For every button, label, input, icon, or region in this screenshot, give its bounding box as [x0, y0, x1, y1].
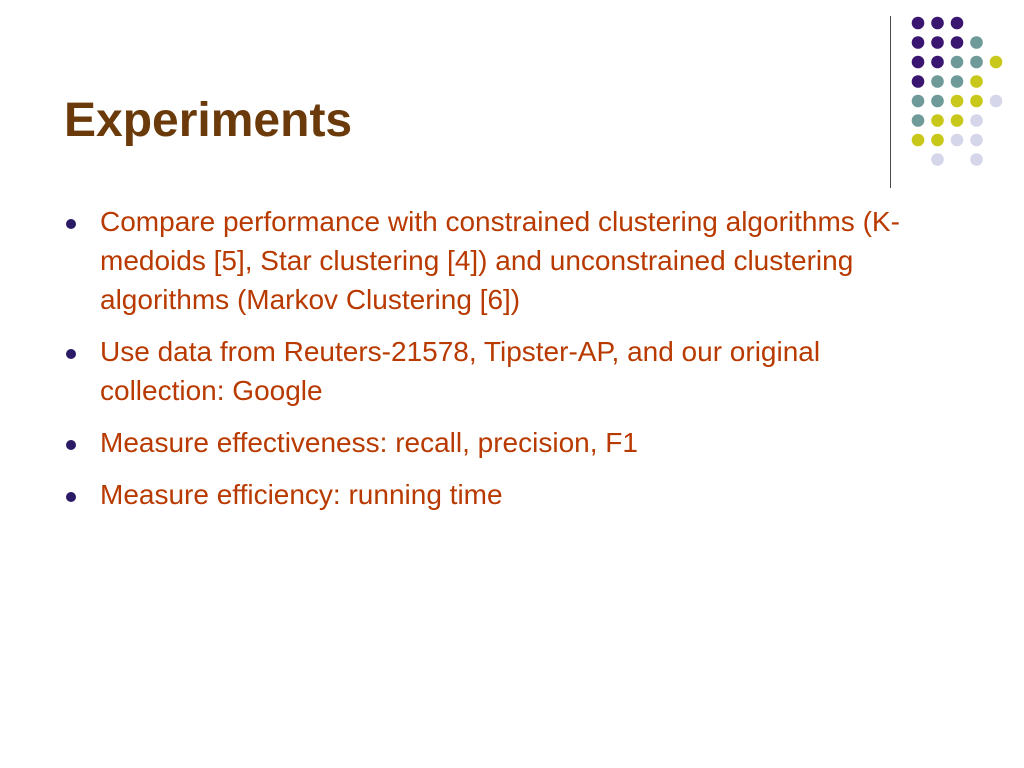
decorative-dot-purple [912, 17, 925, 30]
bullet-item [64, 202, 944, 319]
decorative-dot-lavender [970, 153, 983, 166]
decorative-dot-purple [951, 36, 964, 49]
decorative-dot-teal [931, 95, 944, 108]
decorative-dot-yellow [970, 95, 983, 108]
decorative-dot-teal [970, 56, 983, 69]
bullet-marker-icon [66, 219, 76, 229]
decorative-dot-yellow [931, 134, 944, 147]
decorative-dot-lavender [970, 114, 983, 127]
decorative-dot-purple [931, 36, 944, 49]
decorative-dot-lavender [931, 153, 944, 166]
decorative-dot-purple [951, 17, 964, 30]
decorative-dot-teal [912, 95, 925, 108]
decorative-dot-yellow [912, 134, 925, 147]
decorative-dot-purple [931, 17, 944, 30]
decorative-dot-teal [970, 36, 983, 49]
decorative-dot-purple [912, 75, 925, 88]
bullet-item [64, 423, 944, 462]
decorative-dot-lavender [951, 134, 964, 147]
decorative-dot-yellow [970, 75, 983, 88]
decorative-dot-yellow [931, 114, 944, 127]
decorative-dot-yellow [990, 56, 1003, 69]
bullet-text: Measure effectiveness: recall, precision, F1 [100, 427, 638, 458]
bullet-text: Use data from Reuters-21578, Tipster-AP, and our original collection: Google [100, 336, 821, 406]
decorative-dot-purple [912, 36, 925, 49]
decorative-dot-yellow [951, 114, 964, 127]
decorative-dot-teal [951, 56, 964, 69]
bullet-text: Compare performance with constrained clustering algorithms (K-medoids [5], Star clustering [4]) and unconstrained clustering algorithms (Markov Clustering [6]) [100, 206, 900, 315]
decorative-dot-yellow [951, 95, 964, 108]
bullet-marker-icon [66, 440, 76, 450]
decorative-dot-purple [912, 56, 925, 69]
decorative-dot-teal [931, 75, 944, 88]
slide-title: Experiments [64, 94, 353, 147]
decorative-dot-teal [951, 75, 964, 88]
bullet-marker-icon [66, 349, 76, 359]
bullet-text: Measure efficiency: running time [100, 479, 503, 510]
decorative-dot-teal [912, 114, 925, 127]
decorative-dot-lavender [970, 134, 983, 147]
bullet-list [64, 202, 944, 527]
bullet-marker-icon [66, 492, 76, 502]
vertical-divider [890, 16, 891, 188]
bullet-item [64, 332, 944, 410]
decorative-dot-lavender [990, 95, 1003, 108]
decorative-dot-purple [931, 56, 944, 69]
bullet-item [64, 475, 944, 514]
